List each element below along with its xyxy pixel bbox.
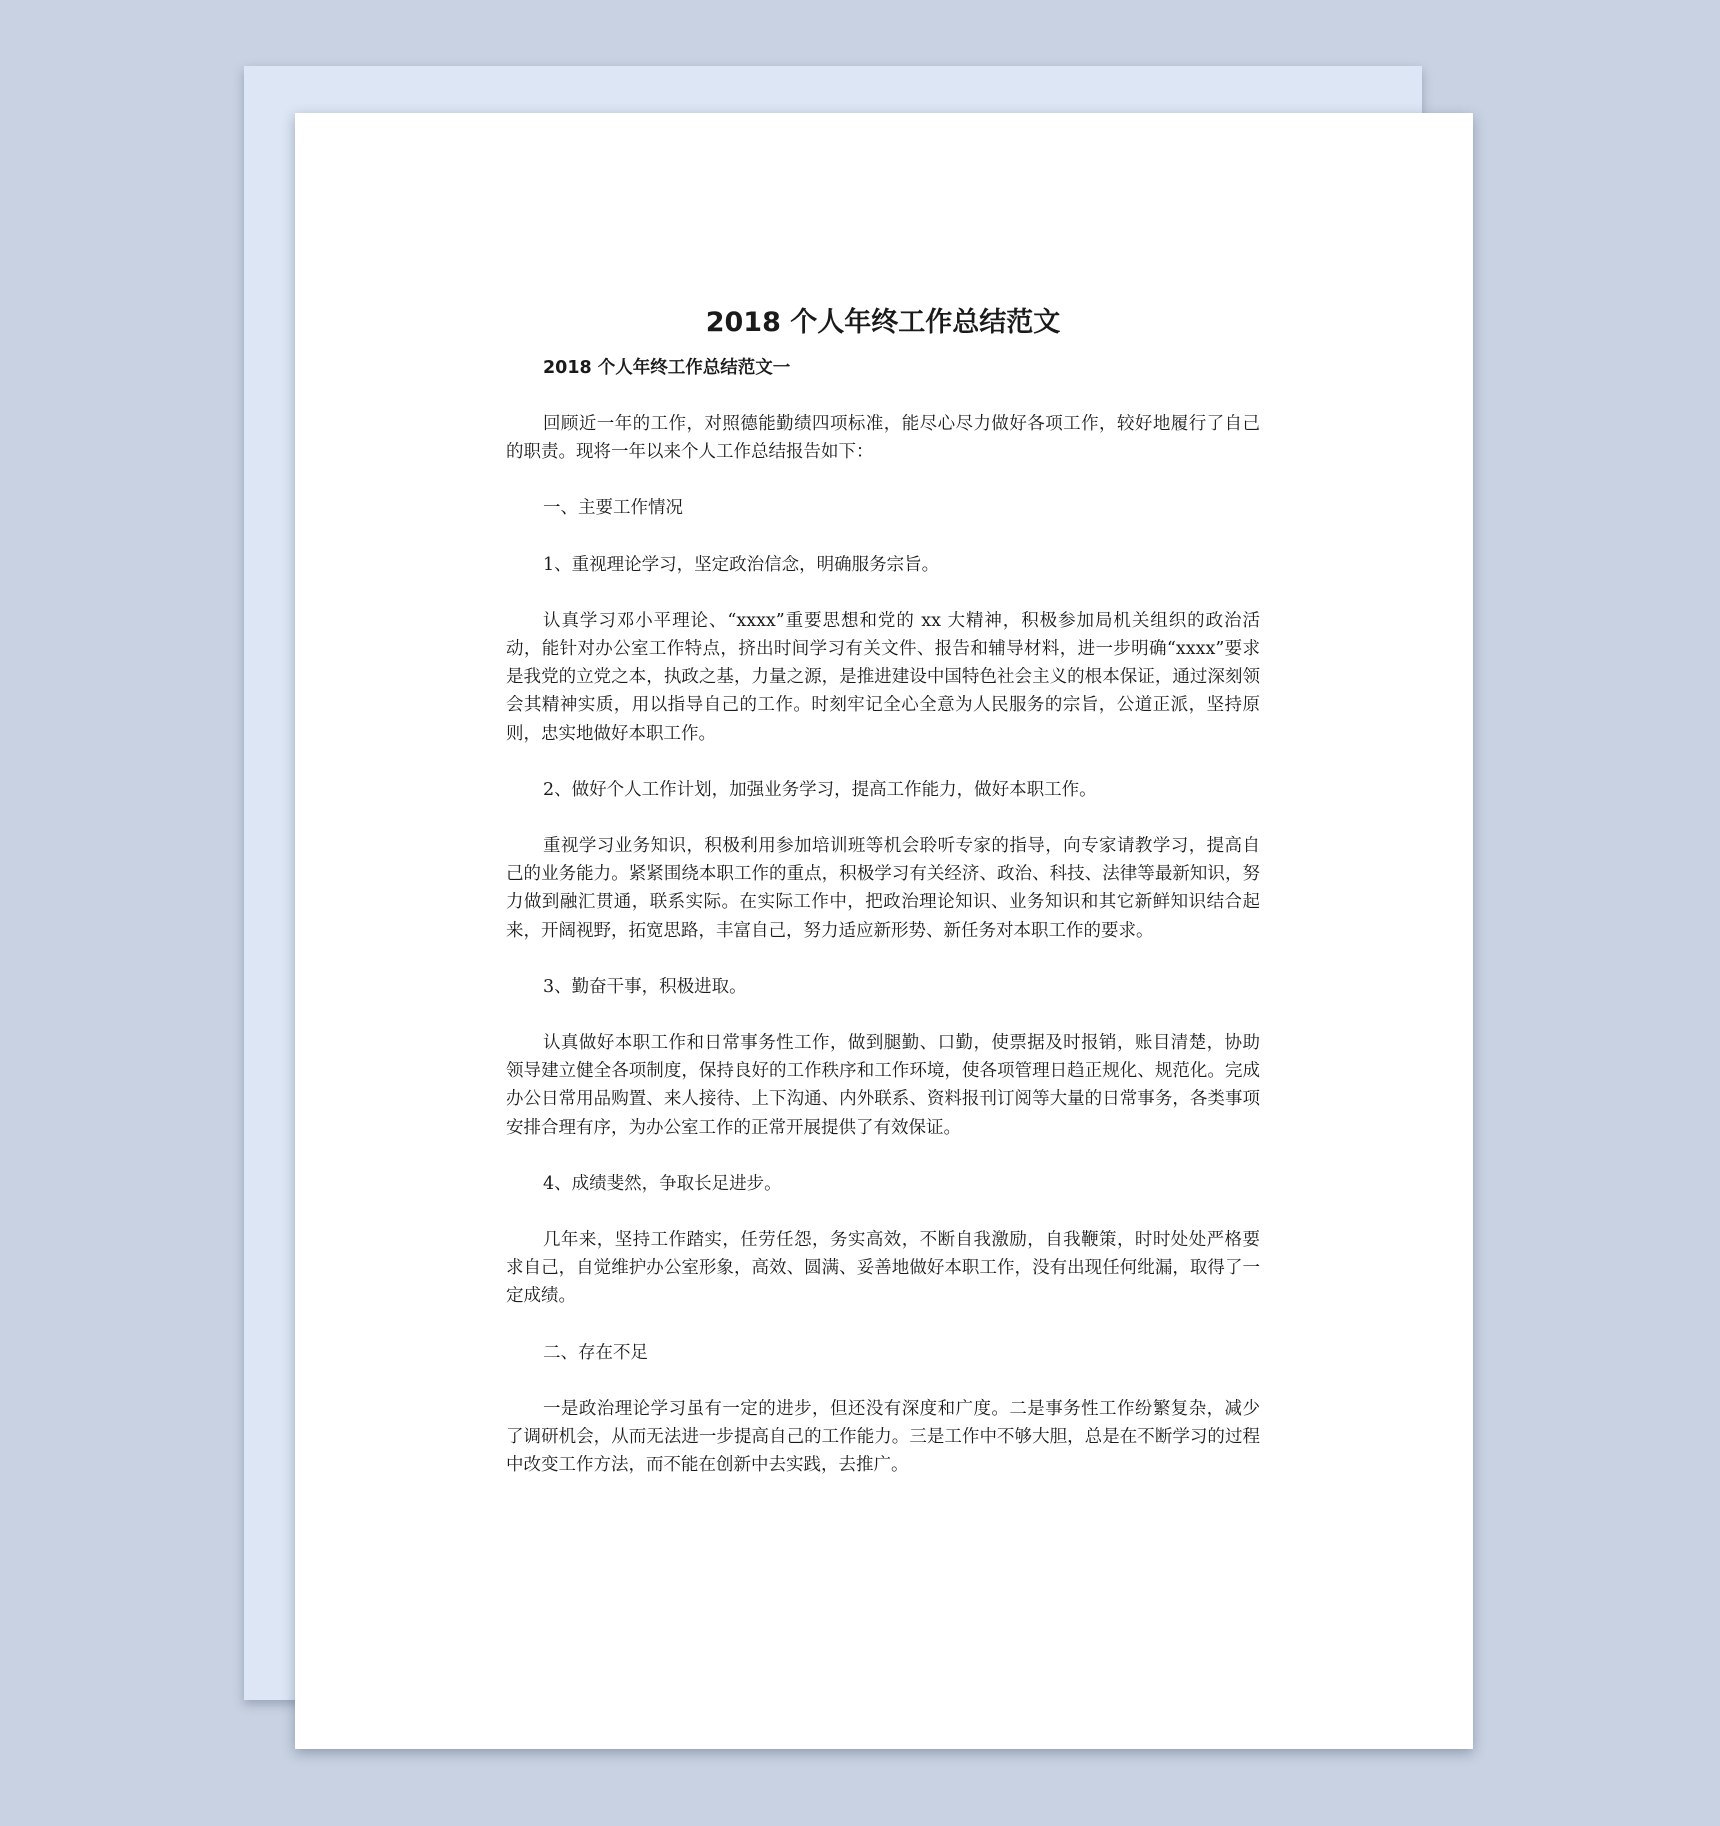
- item-heading-4: 4、成绩斐然，争取长足进步。: [543, 1173, 782, 1194]
- document-title: 2018 个人年终工作总结范文: [705, 307, 1061, 338]
- document-subtitle: 2018 个人年终工作总结范文一: [543, 358, 791, 378]
- section-heading-main-work: 一、主要工作情况: [543, 498, 683, 519]
- front-page-sheet: [295, 113, 1473, 1749]
- item-paragraph-3: 认真做好本职工作和日常事务性工作，做到腿勤、口勤，使票据及时报销，账目清楚，协助领导建立健全各项制度，保持良好的工作秩序和工作环境，使各项管理日趋正规化、规范化。完成办公日常用品购置、来人接待、上下沟通、内外联系、资料报刊订阅等大量的日常事务，各类事项安排合理有序，为办公室工作的正常开展提供了有效保证。: [506, 1033, 1260, 1138]
- item-paragraph-4: 几年来，坚持工作踏实，任劳任怨，务实高效，不断自我激励，自我鞭策，时时处处严格要求自己，自觉维护办公室形象，高效、圆满、妥善地做好本职工作，没有出现任何纰漏，取得了一定成绩。: [506, 1230, 1260, 1307]
- item-paragraph-1: 认真学习邓小平理论、“xxxx”重要思想和党的 xx 大精神，积极参加局机关组织的政治活动，能针对办公室工作特点，挤出时间学习有关文件、报告和辅导材料，进一步明确“xxxx”要求是我党的立党之本，执政之基，力量之源，是推进建设中国特色社会主义的根本保证，通过深刻领会其精神实质，用以指导自己的工作。时刻牢记全心全意为人民服务的宗旨，公道正派，坚持原则，忠实地做好本职工作。: [506, 610, 1260, 744]
- intro-paragraph: 回顾近一年的工作，对照德能勤绩四项标准，能尽心尽力做好各项工作，较好地履行了自己的职责。现将一年以来个人工作总结报告如下：: [506, 414, 1260, 463]
- item-heading-2: 2、做好个人工作计划，加强业务学习，提高工作能力，做好本职工作。: [543, 779, 1097, 800]
- item-paragraph-2: 重视学习业务知识，积极利用参加培训班等机会聆听专家的指导，向专家请教学习，提高自己的业务能力。紧紧围绕本职工作的重点，积极学习有关经济、政治、科技、法律等最新知识，努力做到融汇贯通，联系实际。在实际工作中，把政治理论知识、业务知识和其它新鲜知识结合起来，开阔视野，拓宽思路，丰富自己，努力适应新形势、新任务对本职工作的要求。: [506, 836, 1260, 941]
- shortcomings-paragraph: 一是政治理论学习虽有一定的进步，但还没有深度和广度。二是事务性工作纷繁复杂，减少了调研机会，从而无法进一步提高自己的工作能力。三是工作中不够大胆，总是在不断学习的过程中改变工作方法，而不能在创新中去实践，去推广。: [506, 1398, 1260, 1476]
- document-body: [506, 305, 1260, 1507]
- section-heading-shortcomings: 二、存在不足: [543, 1342, 648, 1363]
- item-heading-1: 1、重视理论学习，坚定政治信念，明确服务宗旨。: [543, 554, 940, 575]
- item-heading-3: 3、勤奋干事，积极进取。: [543, 976, 747, 997]
